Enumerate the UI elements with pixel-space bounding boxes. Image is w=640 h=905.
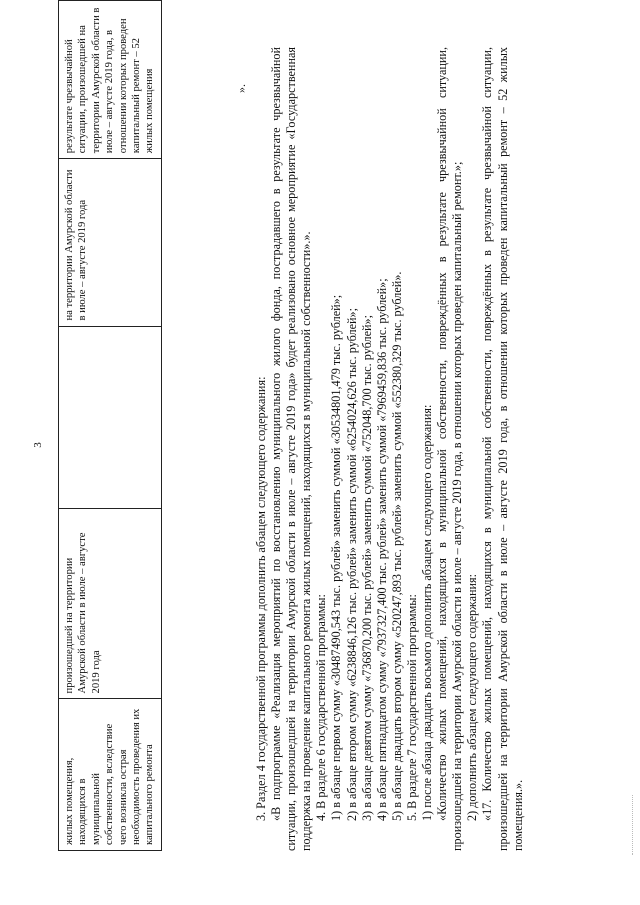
table-row — [59, 1, 162, 851]
table-cell: произошедшей на территории Амурской области в июле – августе 2019 года — [59, 509, 162, 699]
table-cell: жилых помещения, находящихся в муниципальной собственности, вследствие чего возникла острая необходимость проведения их капитального ремонта — [59, 699, 162, 851]
closing-quote: ». — [234, 84, 248, 93]
paragraph: «17. Количество жилых помещений, находящихся в муниципальной собственности, повреждённых в результате чрезвычайной ситуации, произошедшей на территории Амурской области в июле – августе 2019 года, в отношении которых проведен капитальный ремонт – 52 жилых помещения.». — [480, 47, 525, 851]
table-cell — [59, 326, 162, 509]
paragraph: «Количество жилых помещений, находящихся в муниципальной собственности, повреждённых в результате чрезвычайной ситуации, произошедшей на территории Амурской области в июле – августе 2019 года, в отношении которых проведен капитальный ремонт.»; — [435, 47, 465, 851]
table-cell: на территории Амурской области в июле – августе 2019 года — [59, 159, 162, 326]
paragraph: 3. Раздел 4 государственной программы дополнить абзацем следующего содержания: — [254, 376, 268, 821]
paragraph: 4) в абзаце пятнадцатом сумму «7937327,400 тыс. рублей» заменить суммой «7969459,836 тыс. рублей»; — [374, 278, 389, 821]
document-body — [254, 47, 526, 851]
footer-dotted-line — [632, 795, 633, 855]
paragraph: 5) в абзаце двадцать втором сумму «520247,893 тыс. рублей» заменить суммой «552380,329 тыс. рублей». — [389, 271, 404, 821]
paragraph: 3) в абзаце девятом сумму «736870,200 тыс. рублей» заменить суммой «752048,700 тыс. рублей»; — [359, 314, 374, 821]
page-number: 3 — [32, 442, 44, 448]
paragraph: 2) дополнить абзацем следующего содержания: — [465, 573, 480, 821]
paragraph: 4. В разделе 6 государственной программы: — [314, 594, 329, 821]
paragraph: 1) в абзаце первом сумму «30487490,543 тыс. рублей» заменить суммой «30534801,479 тыс. рублей»; — [329, 294, 344, 821]
paragraph: «В подпрограмме «Реализация мероприятий по восстановлению муниципального жилого фонда, пострадавшего в результате чрезвычайной ситуации, произошедшей на территории Амурской области в июле – августе 2019 года» будет реализовано основное мероприятие «Государственная поддержка на проведение капитального ремонта жилых помещений, находящихся в муниципальной собственности».». — [269, 47, 314, 851]
paragraph: 5. В разделе 7 государственной программы: — [404, 594, 419, 821]
program-table — [58, 0, 162, 851]
paragraph: 2) в абзаце втором сумму «6238846,126 тыс. рублей» заменить суммой «6254024,626 тыс. рублей»; — [344, 307, 359, 821]
paragraph: 1) после абзаца двадцать восьмого дополнить абзацем следующего содержания: — [420, 404, 435, 821]
table-cell: результате чрезвычайной ситуации, произошедшей на территории Амурской области в июле – августе 2019 года, в отношении которых проведен капитальный ремонт – 52 жилых помещения — [59, 1, 162, 159]
